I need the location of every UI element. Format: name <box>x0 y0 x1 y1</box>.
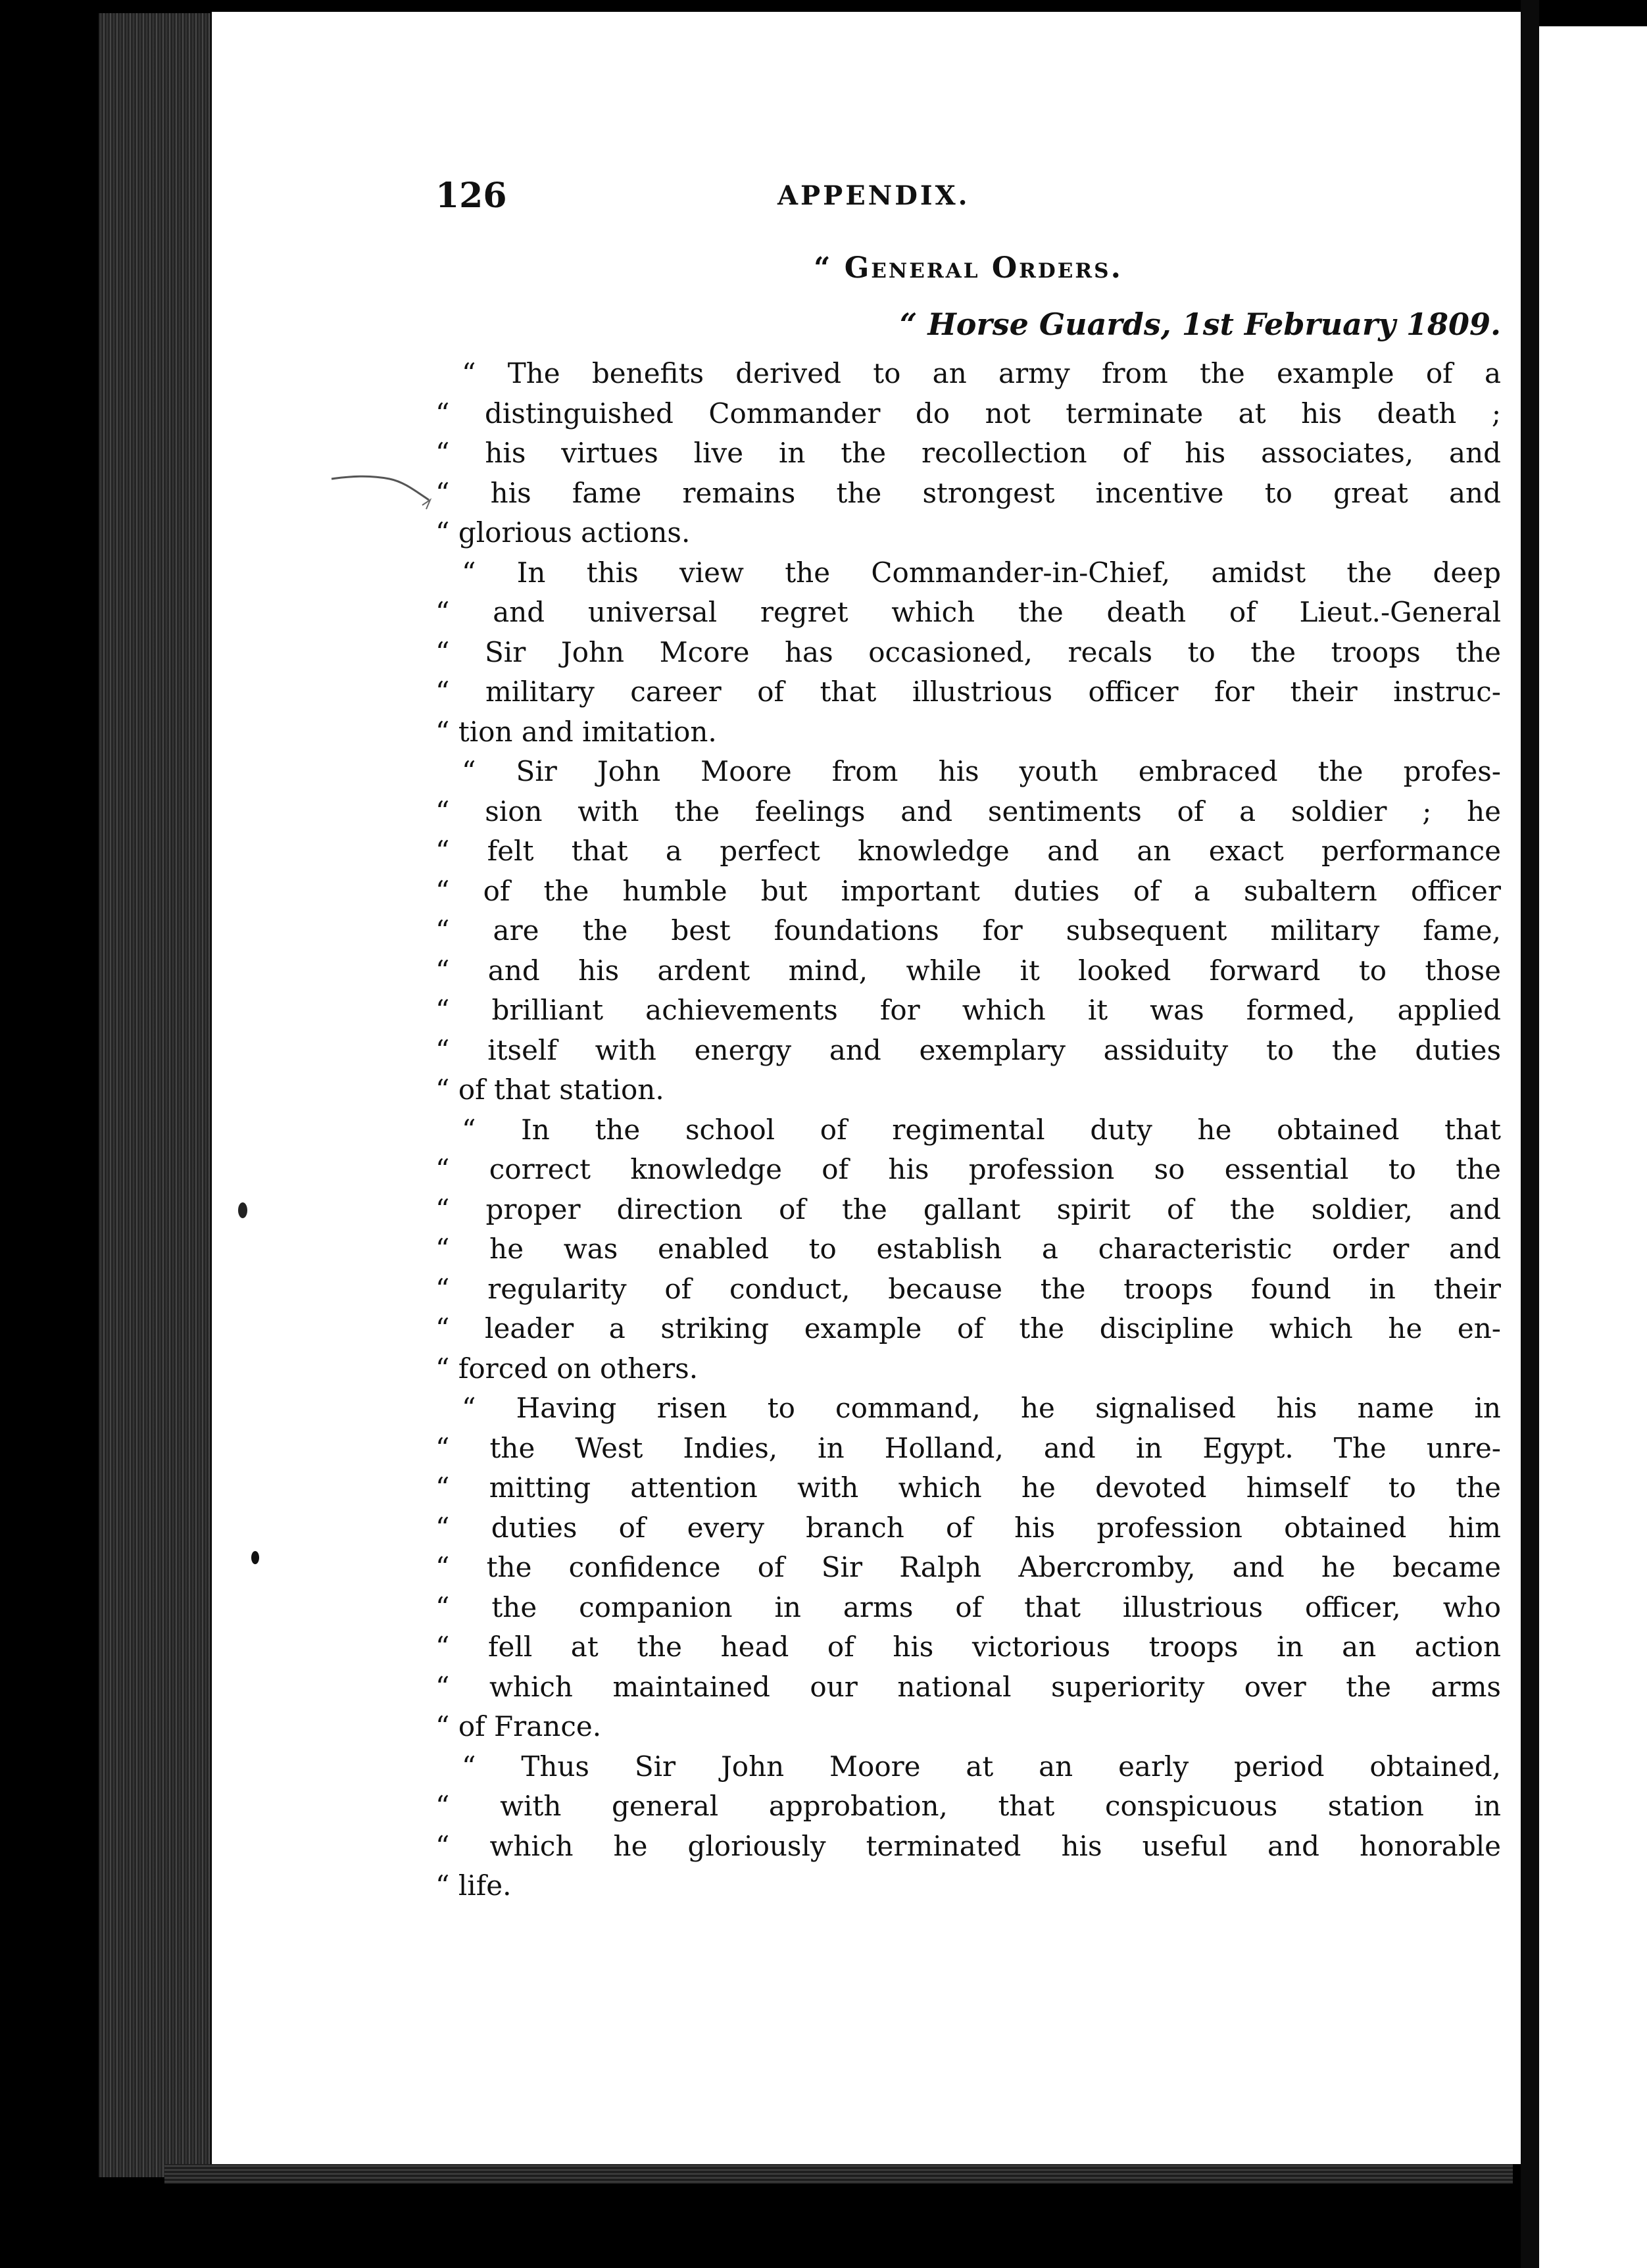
paragraph <box>435 1110 1501 1389</box>
text-line: “ Thus Sir John Moore at an early period obtained, <box>462 1750 1501 1783</box>
body-text <box>435 354 1501 1906</box>
text-line: “ and universal regret which the death of Lieut.-General <box>435 596 1501 628</box>
text-line: “ brilliant achievements for which it was formed, applied <box>435 994 1501 1026</box>
text-line: “ In the school of regimental duty he obtained that <box>462 1113 1501 1146</box>
text-line: “ forced on others. <box>435 1352 699 1385</box>
text-line: “ The benefits derived to an army from the example of a <box>462 357 1501 389</box>
text-line: “ Having risen to command, he signalised his name in <box>462 1392 1501 1424</box>
dateline: “ Horse Guards, 1st February 1809. <box>899 307 1501 342</box>
page-edge-bottom <box>164 2164 1513 2184</box>
ink-speck <box>251 1551 259 1564</box>
text-line: “ he was enabled to establish a characteristic order and <box>435 1233 1501 1265</box>
text-line: “ are the best foundations for subsequent military fame, <box>435 914 1501 947</box>
text-line: “ and his ardent mind, while it looked forward to those <box>435 954 1501 987</box>
page-edge-stack <box>99 13 210 2177</box>
text-line: “ mitting attention with which he devoted himself to the <box>435 1471 1501 1504</box>
text-line: “ his fame remains the strongest incentive to great and <box>435 476 1501 509</box>
running-head <box>435 170 1501 222</box>
text-line: “ the West Indies, in Holland, and in Egypt. The unre- <box>435 1431 1501 1464</box>
text-line: “ Sir John Moore from his youth embraced the profes- <box>462 755 1501 787</box>
text-line: “ with general approbation, that conspicuous station in <box>435 1790 1501 1822</box>
text-line: “ proper direction of the gallant spirit of the soldier, and <box>435 1193 1501 1225</box>
text-line: “ of the humble but important duties of a subaltern officer <box>435 874 1501 907</box>
text-line: “ the confidence of Sir Ralph Abercromby, and he became <box>435 1551 1501 1583</box>
paragraph <box>435 1389 1501 1747</box>
text-line: “ distinguished Commander do not terminate at his death ; <box>435 397 1501 430</box>
running-title: APPENDIX. <box>777 180 970 211</box>
paragraph <box>435 354 1501 553</box>
paragraph <box>435 1747 1501 1906</box>
text-line: “ life. <box>435 1869 512 1902</box>
page <box>212 12 1521 2164</box>
paragraph <box>435 553 1501 752</box>
ink-speck <box>238 1202 247 1218</box>
text-line: “ leader a striking example of the discipline which he en- <box>435 1312 1501 1344</box>
text-line: “ which maintained our national superiority over the arms <box>435 1670 1501 1703</box>
text-line: “ In this view the Commander-in-Chief, amidst the deep <box>462 556 1501 589</box>
text-line: “ military career of that illustrious officer for their instruc- <box>435 676 1501 708</box>
text-line: “ duties of every branch of his profession obtained him <box>435 1511 1501 1544</box>
page-number: 126 <box>435 176 507 216</box>
book-gutter <box>1521 0 1539 2268</box>
paragraph <box>435 752 1501 1110</box>
text-line: “ felt that a perfect knowledge and an exact performance <box>435 835 1501 867</box>
text-line: “ sion with the feelings and sentiments of a soldier ; he <box>435 795 1501 827</box>
adjacent-page-strip <box>1539 26 1647 2268</box>
text-line: “ Sir John Mcore has occasioned, recals to the troops the <box>435 635 1501 668</box>
text-line: “ of France. <box>435 1710 602 1742</box>
text-line: “ which he gloriously terminated his useful and honorable <box>435 1829 1501 1862</box>
text-line: “ of that station. <box>435 1073 664 1106</box>
text-line: “ regularity of conduct, because the troops found in their <box>435 1272 1501 1305</box>
text-line: “ tion and imitation. <box>435 715 717 748</box>
text-line: “ his virtues live in the recollection of his associates, and <box>435 437 1501 469</box>
text-line: “ glorious actions. <box>435 516 691 549</box>
text-line: “ the companion in arms of that illustrious officer, who <box>435 1590 1501 1623</box>
pencil-margin-mark <box>330 459 435 512</box>
text-line: “ fell at the head of his victorious troops in an action <box>435 1631 1501 1663</box>
text-line: “ correct knowledge of his profession so essential to the <box>435 1153 1501 1185</box>
text-line: “ itself with energy and exemplary assiduity to the duties <box>435 1033 1501 1066</box>
section-heading: “ General Orders. <box>814 251 1123 285</box>
